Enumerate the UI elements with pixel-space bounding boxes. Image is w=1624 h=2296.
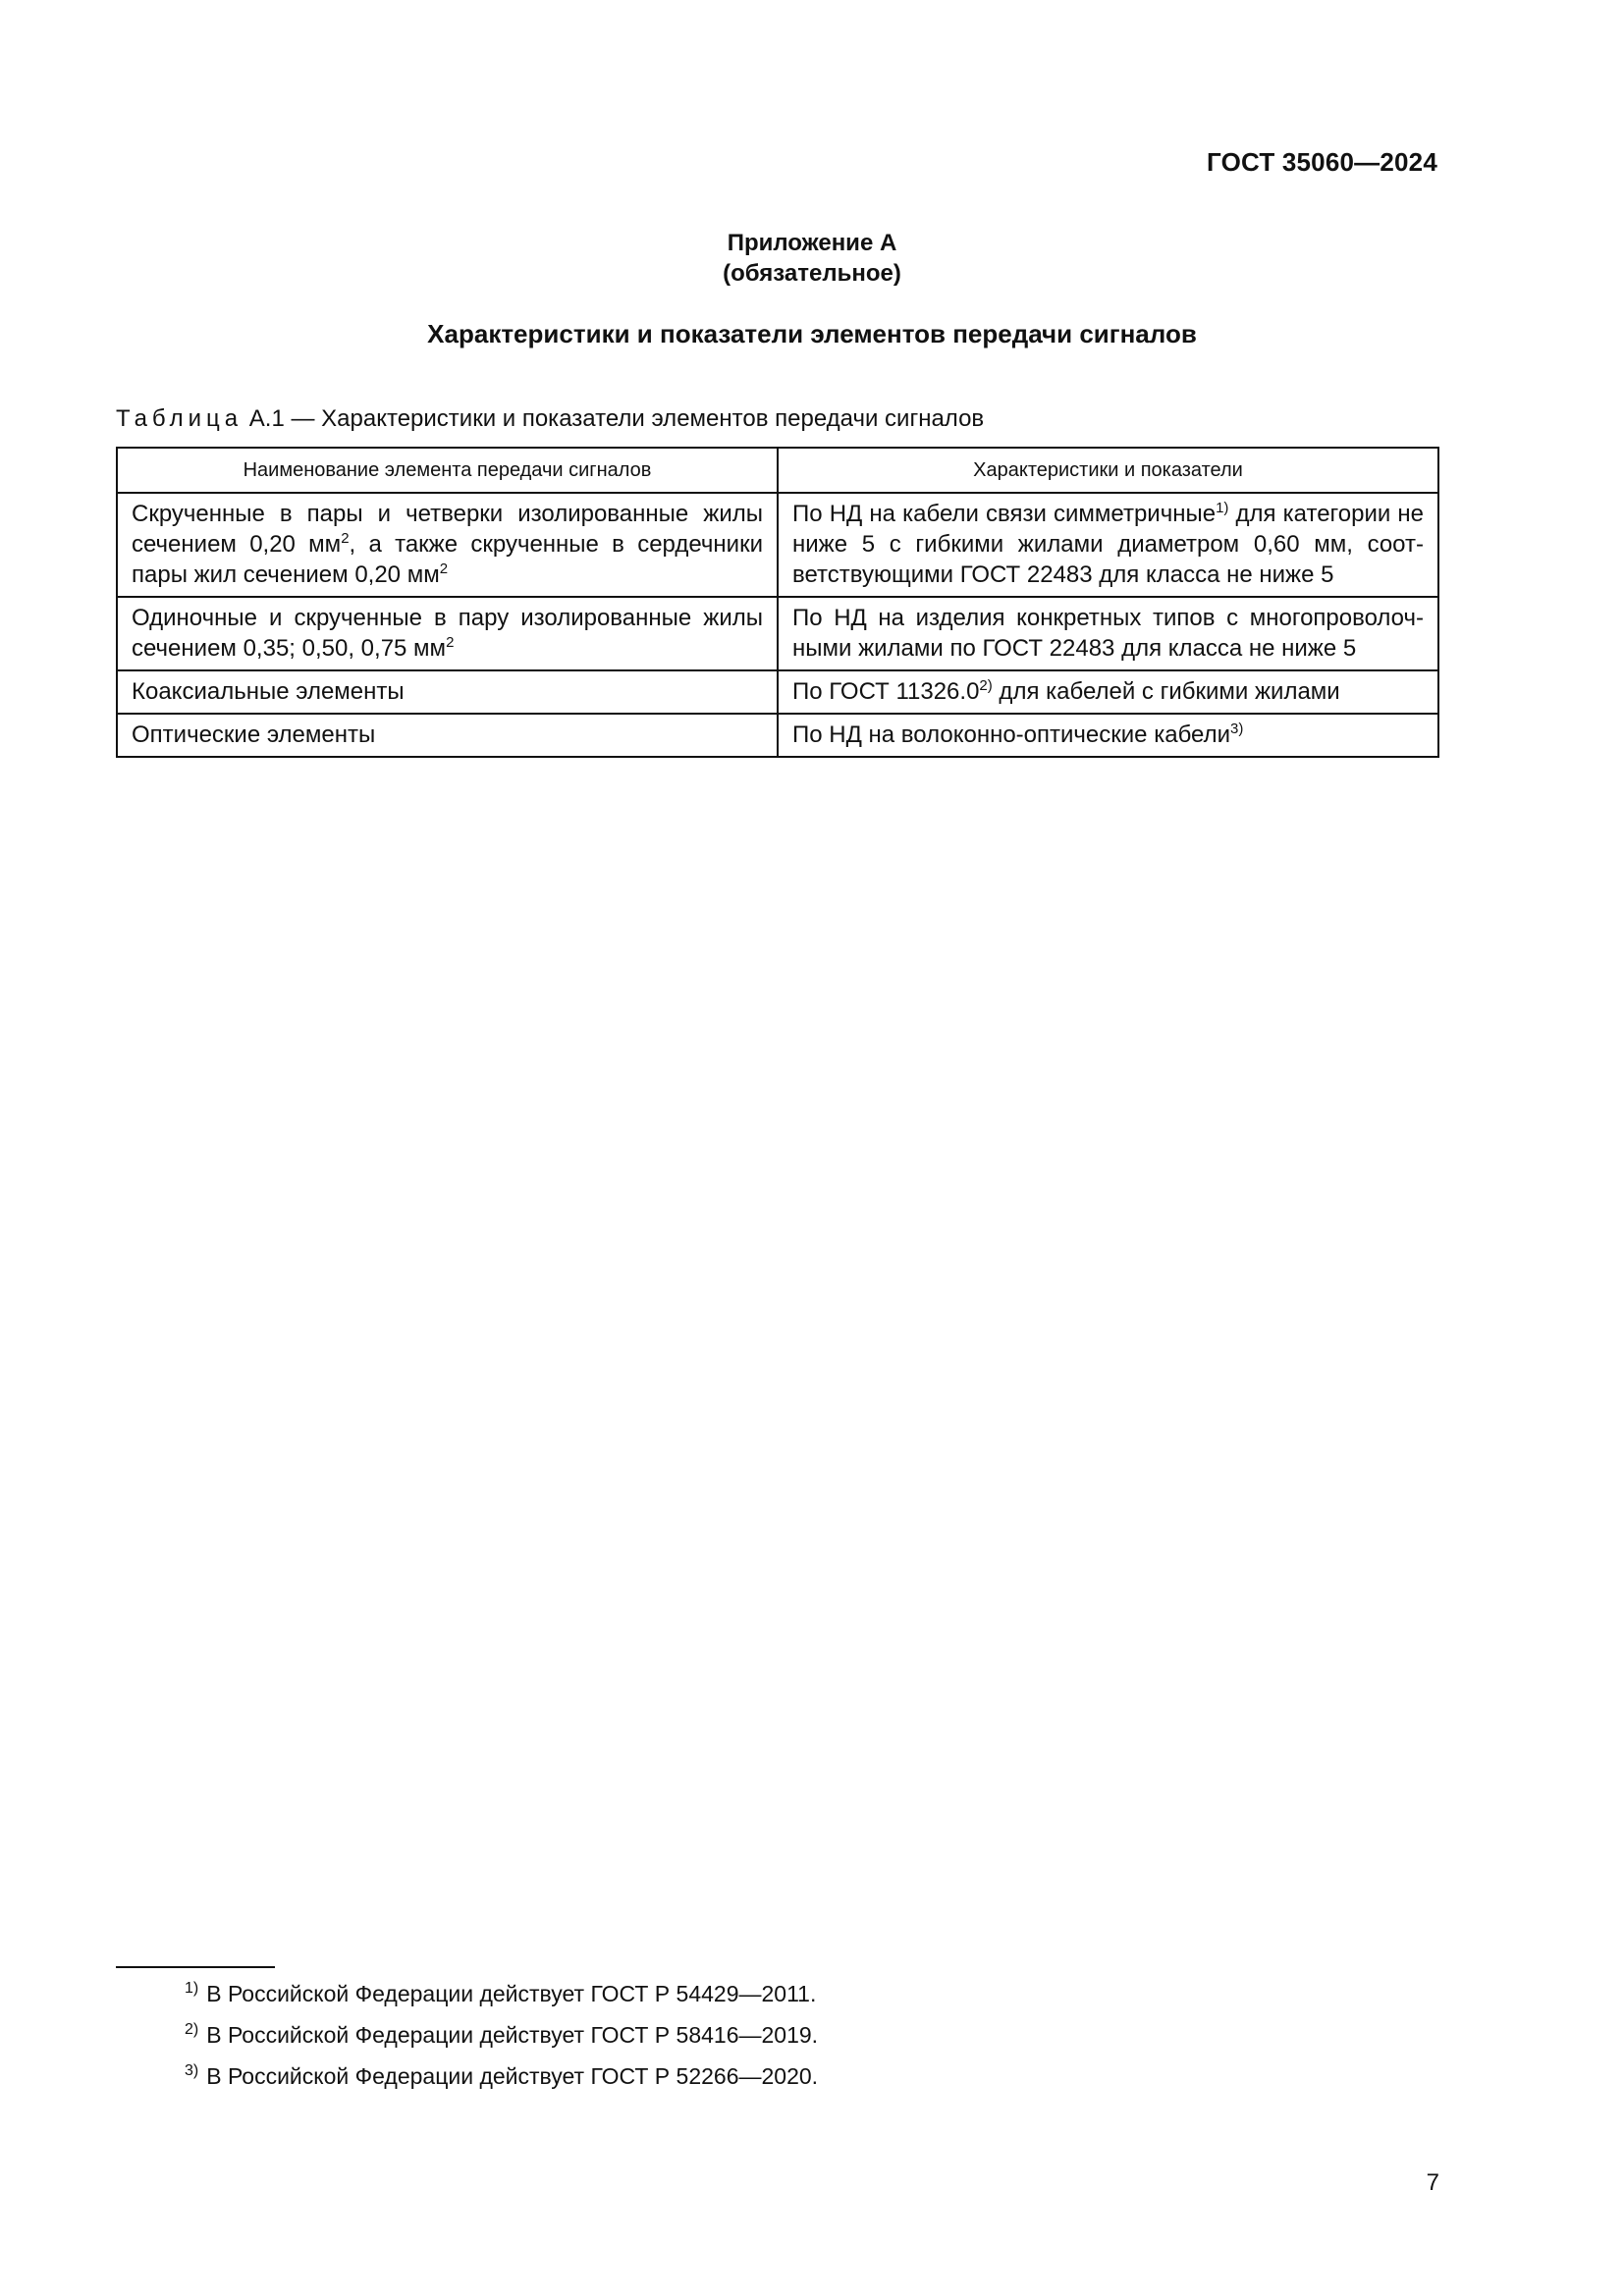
element-name-cell: Скрученные в пары и четверки изолированные жилы сечением 0,20 $мм^2$, а также скрученные в сердечники пары жил сечением 0,20 $мм^2$ xyxy=(117,493,778,597)
footnote xyxy=(185,1973,818,2014)
table-row xyxy=(117,597,1438,670)
footnote xyxy=(185,2014,818,2056)
table-header-row xyxy=(117,448,1438,493)
characteristics-cell: По НД на кабели связи симметричные$^{1)}$ для категории не ниже 5 с гибкими жилами диаметром 0,60 мм, соответствующими ГОСТ 22483 для класса не ниже 5 xyxy=(778,493,1438,597)
footnote-text: В Российской Федерации действует ГОСТ Р 52266—2020. xyxy=(206,2063,819,2089)
footnotes xyxy=(185,1973,818,2097)
characteristics-cell: По НД на изделия конкретных типов с многопроволочными жилами по ГОСТ 22483 для класса не ниже 5 xyxy=(778,597,1438,670)
element-name-cell: Оптические элементы xyxy=(117,714,778,757)
footnote-ref: 1) xyxy=(1216,500,1229,516)
annex-status: (обязательное) xyxy=(723,260,901,287)
footnote-ref: 2) xyxy=(979,677,993,694)
annex-title: Приложение А xyxy=(727,230,897,256)
table-caption xyxy=(116,405,984,433)
element-name-cell: Коаксиальные элементы xyxy=(117,670,778,714)
section-title: Характеристики и показатели элементов передачи сигналов xyxy=(427,319,1197,348)
footnote-separator xyxy=(116,1966,275,1968)
signal-elements-table xyxy=(116,447,1439,758)
element-name-cell: Одиночные и скрученные в пару изолированные жилы сечением 0,35; 0,50, 0,75 $мм^2$ xyxy=(117,597,778,670)
table-caption-prefix: Таблица xyxy=(116,405,244,432)
characteristics-cell: По НД на волоконно-оптические кабели$^{3)}$ xyxy=(778,714,1438,757)
page-number: 7 xyxy=(1426,2169,1439,2196)
footnote-mark: 2) xyxy=(185,2021,199,2038)
characteristics-cell: По ГОСТ 11326.0$^{2)}$ для кабелей с гибкими жилами xyxy=(778,670,1438,714)
document-code: ГОСТ 35060—2024 xyxy=(1207,147,1437,177)
column-header-element-name: Наименование элемента передачи сигналов xyxy=(117,448,778,493)
table-caption-text: — Характеристики и показатели элементов передачи сигналов xyxy=(284,405,985,432)
footnote-text: В Российской Федерации действует ГОСТ Р 58416—2019. xyxy=(206,2022,819,2048)
table-row xyxy=(117,714,1438,757)
footnote-mark: 1) xyxy=(185,1980,199,1997)
footnote-mark: 3) xyxy=(185,2062,199,2079)
footnote-text: В Российской Федерации действует ГОСТ Р 54429—2011. xyxy=(206,1981,817,2006)
column-header-characteristics: Характеристики и показатели xyxy=(778,448,1438,493)
annex-heading xyxy=(0,228,1624,289)
table-row xyxy=(117,670,1438,714)
footnote xyxy=(185,2056,818,2097)
table-row xyxy=(117,493,1438,597)
table-caption-number: А.1 xyxy=(248,405,285,432)
footnote-ref: 3) xyxy=(1230,721,1244,737)
